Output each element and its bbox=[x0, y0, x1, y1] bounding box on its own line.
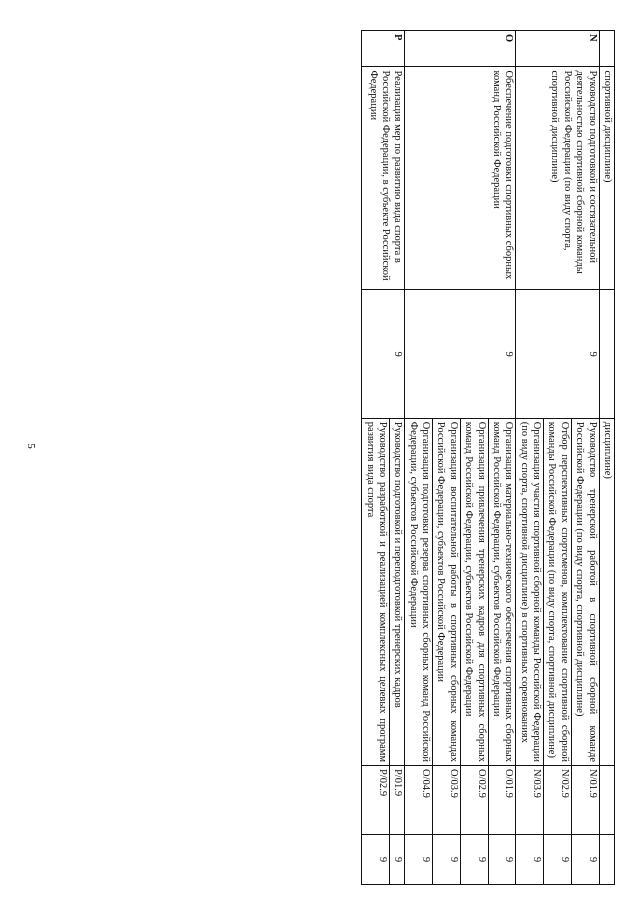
tf-code-cell: O/03.9 bbox=[433, 766, 461, 835]
page-number: 5 bbox=[24, 443, 37, 449]
rotated-page bbox=[35, 30, 615, 885]
table-row bbox=[390, 31, 405, 885]
table-row bbox=[571, 31, 599, 885]
cont-level-cell bbox=[599, 290, 614, 418]
tf-name-cell: Руководство подготовкой и переподготовкой тренерских кадров bbox=[390, 418, 405, 765]
tf-code-cell: N/02.9 bbox=[544, 766, 572, 835]
tf-code-cell: O/04.9 bbox=[405, 766, 433, 835]
functions-table bbox=[361, 30, 615, 885]
tf-level-cell: 9 bbox=[460, 834, 488, 884]
tf-name-cell: Организация подготовки резерва спортивных сборных команд Российской Федерации, субъектов Российской Федерации bbox=[405, 418, 433, 765]
gf-code-cell: N bbox=[516, 31, 599, 67]
tf-name-cell: Организация участия спортивной сборной команды Российской Федерации (по виду спорта, спортивной дисциплине) в спортивных соревнованиях bbox=[516, 418, 544, 765]
tf-level-cell: 9 bbox=[362, 834, 390, 884]
tf-name-cell: Организация материально-технического обеспечения спортивных сборных команд Российской Федерации, субъектов Российской Федерации bbox=[488, 418, 516, 765]
gf-level-cell: 9 bbox=[362, 290, 405, 418]
tf-code-cell: O/02.9 bbox=[460, 766, 488, 835]
continuation-row bbox=[599, 31, 614, 885]
gf-name-cell: Обеспечение подготовки спортивных сборных команд Российской Федерации bbox=[405, 67, 516, 290]
gf-name-cell: Руководство подготовкой и состязательной деятельностью спортивной сборной команды Российской Федерации (по виду спорта, спортивной дисциплине) bbox=[516, 67, 599, 290]
tf-name-cell: Организация воспитательной работы в спортивных сборных командах Российской Федерации, субъектов Российской Федерации bbox=[433, 418, 461, 765]
gf-name-cell: Реализация мер по развитию вида спорта в Российской Федерации, в субъекте Российской Федерации bbox=[362, 67, 405, 290]
tf-level-cell: 9 bbox=[390, 834, 405, 884]
tf-level-cell: 9 bbox=[516, 834, 544, 884]
tf-name-cell: Руководство разработкой и реализацией комплексных целевых программ развития вида спорта bbox=[362, 418, 390, 765]
tf-level-cell: 9 bbox=[405, 834, 433, 884]
tf-level-cell: 9 bbox=[544, 834, 572, 884]
tf-name-cell: Организация привлечения тренерских кадров для спортивных сборных команд Российской Федерации, субъектов Российской Федерации bbox=[460, 418, 488, 765]
cont-gf-cell: спортивной дисциплине) bbox=[599, 67, 614, 290]
tf-level-cell: 9 bbox=[433, 834, 461, 884]
cont-tcode-cell bbox=[599, 766, 614, 835]
tf-code-cell: P/01.9 bbox=[390, 766, 405, 835]
tf-name-cell: Руководство тренерской работой в спортивной сборной команде Российской Федерации (по виду спорта, спортивной дисциплине) bbox=[571, 418, 599, 765]
cont-tlvl-cell bbox=[599, 834, 614, 884]
tf-level-cell: 9 bbox=[571, 834, 599, 884]
tf-code-cell: P/02.9 bbox=[362, 766, 390, 835]
tf-name-cell: Отбор перспективных спортсменов, комплектование спортивной сборной команды Российской Федерации (по виду спорта, спортивной дисциплине) bbox=[544, 418, 572, 765]
gf-level-cell: 9 bbox=[405, 290, 516, 418]
tf-code-cell: N/01.9 bbox=[571, 766, 599, 835]
tf-level-cell: 9 bbox=[488, 834, 516, 884]
cont-tf-cell: дисциплине) bbox=[599, 418, 614, 765]
tf-code-cell: O/01.9 bbox=[488, 766, 516, 835]
gf-level-cell: 9 bbox=[516, 290, 599, 418]
gf-code-cell: P bbox=[362, 31, 405, 67]
cont-code-cell bbox=[599, 31, 614, 67]
tf-code-cell: N/03.9 bbox=[516, 766, 544, 835]
table-row bbox=[488, 31, 516, 885]
gf-code-cell: O bbox=[405, 31, 516, 67]
